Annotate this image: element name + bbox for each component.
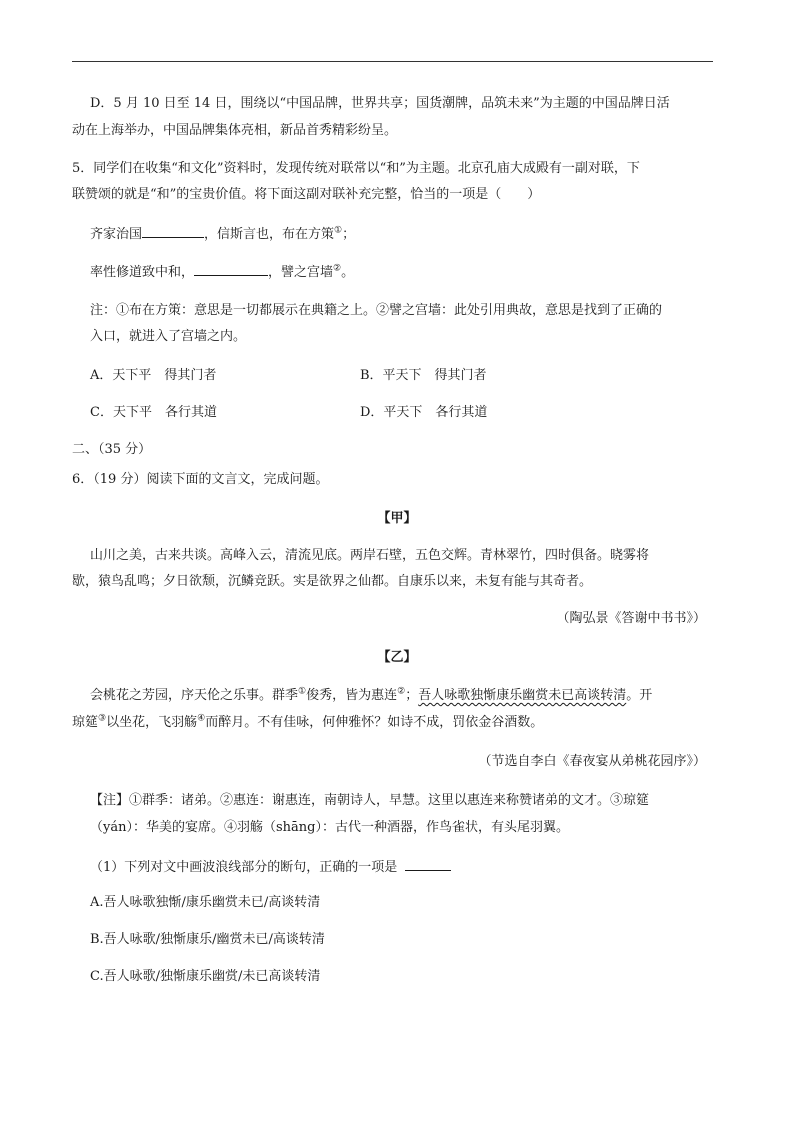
- passage-yi-heading: 【乙】: [377, 650, 417, 665]
- option-d-line2: 动在上海举办，中国品牌集体亮相，新品首秀精彩纷呈。: [72, 123, 398, 138]
- couplet-1-end: ；: [342, 227, 356, 242]
- couplet-2-middle: ，譬之宫墙: [268, 265, 334, 280]
- passage-yi-source: （节选自李白《春夜宴从弟桃花园序》）: [478, 754, 706, 769]
- note-mark-1: ①: [334, 225, 343, 236]
- option-a[interactable]: A．天下平 得其门者: [90, 368, 217, 383]
- yi-text-4: 。开: [626, 688, 653, 703]
- subquestion-1: [90, 856, 451, 878]
- couplet-1-blank[interactable]: [142, 223, 204, 238]
- subquestion-1-text: （1）下列对文中画波浪线部分的断句，正确的一项是: [90, 860, 398, 875]
- note-mark-1: ①: [298, 686, 307, 697]
- annotation-line1: 【注】①群季：诸弟。②惠连：谢惠连，南朝诗人，早慧。这里以惠连来称赞诸弟的文才。③琼筵: [90, 793, 650, 808]
- option-d[interactable]: D．平天下 各行其道: [360, 405, 488, 420]
- yi-text-1: 会桃花之芳园，序天伦之乐事。群季: [90, 688, 299, 703]
- passage-jia-heading: 【甲】: [377, 511, 417, 526]
- note-mark-2: ②: [397, 686, 406, 697]
- option-c[interactable]: C．天下平 各行其道: [90, 405, 217, 420]
- passage-jia-source: （陶弘景《答谢中书书》）: [556, 611, 706, 626]
- sub-option-a[interactable]: A.吾人咏歌独惭/康乐幽赏未已/高谈转清: [90, 895, 321, 910]
- section-2-heading: 二、（35 分）: [72, 442, 152, 457]
- wavy-underlined-sentence: 吾人咏歌独惭康乐幽赏未已高谈转清: [418, 688, 627, 703]
- question-5-line2: 联赞颂的就是“和”的宝贵价值。将下面这副对联补充完整，恰当的一项是（ ）: [72, 187, 541, 202]
- note-mark-2: ②: [333, 263, 342, 274]
- yi-text-7: 而醉月。不有佳咏，何伸雅怀？如诗不成，罚依金谷酒数。: [205, 715, 544, 730]
- note-mark-4: ④: [197, 713, 206, 724]
- yi-text-6: 以坐花，飞羽觞: [106, 715, 198, 730]
- sub-option-c[interactable]: C.吾人咏歌/独惭康乐幽赏/未已高谈转清: [90, 969, 321, 984]
- passage-yi-line2: [72, 713, 543, 733]
- passage-jia-line2: 歇，猿鸟乱鸣；夕日欲颓，沉鳞竞跃。实是欲界之仙都。自康乐以来，未复有能与其奇者。: [72, 574, 593, 589]
- note-mark-3: ③: [98, 713, 107, 724]
- passage-yi-line1: [90, 686, 652, 706]
- couplet-line-2: [90, 261, 354, 283]
- passage-jia-line1: 山川之美，古来共谈。高峰入云，清流见底。两岸石壁，五色交辉。青林翠竹，四时俱备。晓雾将: [90, 548, 650, 563]
- question-5-line1: 5．同学们在收集“和文化”资料时，发现传统对联常以“和”为主题。北京孔庙大成殿有一副对联，下: [72, 161, 640, 176]
- couplet-line-1: [90, 223, 355, 245]
- header-rule: [72, 61, 713, 62]
- yi-text-3: ；: [405, 688, 419, 703]
- option-b[interactable]: B．平天下 得其门者: [360, 368, 487, 383]
- couplet-2-end: 。: [341, 265, 355, 280]
- question-5-note-line1: 注：①布在方策：意思是一切都展示在典籍之上。②譬之宫墙：此处引用典故，意思是找到了正确的: [90, 303, 663, 318]
- couplet-2-start: 率性修道致中和，: [90, 265, 195, 280]
- answer-blank[interactable]: [405, 856, 451, 871]
- yi-text-2: 俊秀，皆为惠连: [306, 688, 398, 703]
- option-d-line1: D．5 月 10 日至 14 日，围绕以“中国品牌，世界共享；国货潮牌，品筑未来”为主题的中国品牌日活: [90, 96, 670, 111]
- annotation-line2: （yán）：华美的宴席。④羽觞（shāng）：古代一种酒器，作鸟雀状，有头尾羽翼。: [90, 820, 569, 835]
- couplet-1-middle: ，信斯言也，布在方策: [204, 227, 335, 242]
- question-6-title: 6．（19 分）阅读下面的文言文，完成问题。: [72, 472, 329, 487]
- couplet-2-blank[interactable]: [194, 261, 268, 276]
- question-5-note-line2: 入口，就进入了宫墙之内。: [90, 329, 247, 344]
- sub-option-b[interactable]: B.吾人咏歌/独惭康乐/幽赏未已/高谈转清: [90, 932, 325, 947]
- yi-text-5: 琼筵: [72, 715, 99, 730]
- couplet-1-start: 齐家治国: [90, 227, 143, 242]
